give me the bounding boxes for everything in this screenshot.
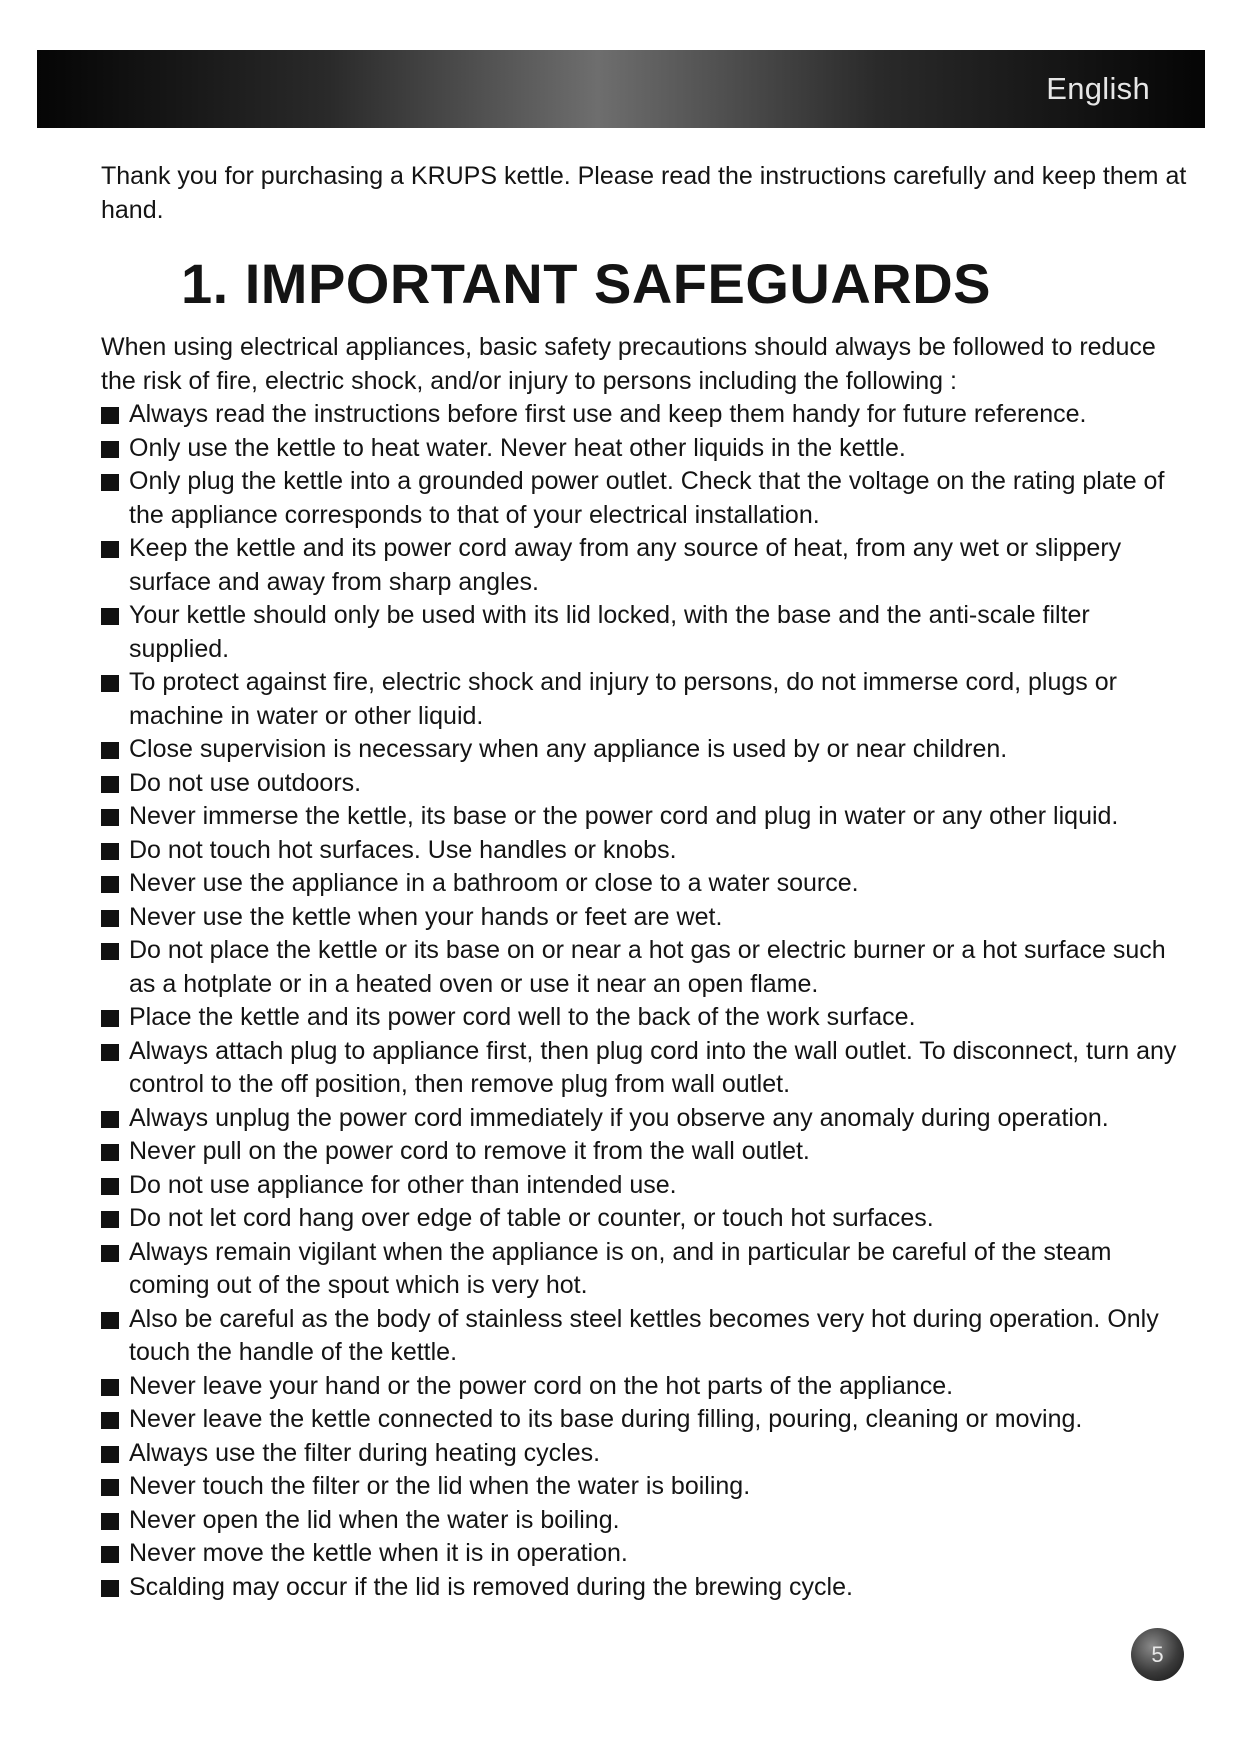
safeguard-text: Do not touch hot surfaces. Use handles or knobs.: [129, 835, 677, 864]
safeguard-item: [101, 867, 1191, 901]
safeguard-text: Do not use outdoors.: [129, 768, 362, 797]
safeguard-text: Never immerse the kettle, its base or the power cord and plug in water or any other liquid.: [129, 802, 1119, 830]
square-bullet-icon: [101, 776, 119, 793]
square-bullet-icon: [101, 1312, 119, 1329]
section-lead: When using electrical appliances, basic safety precautions should always be followed to reduce the risk of fire, electric shock, and/or injury to persons including the following :: [101, 333, 1156, 395]
safeguard-item: [101, 1135, 1191, 1169]
safeguard-text: Do not place the kettle or its base on or near a hot gas or electric burner or a hot surface such as a hotplate or in a heated oven or use it near an open flame.: [129, 936, 1166, 998]
safeguard-item: [101, 1504, 1191, 1538]
safeguard-text: Scalding may occur if the lid is removed during the brewing cycle.: [129, 1572, 853, 1601]
safeguard-text: Also be careful as the body of stainless steel kettles becomes very hot during operation. Only touch the handle of the kettle.: [129, 1304, 1159, 1366]
safeguard-item: [101, 666, 1191, 733]
safeguard-text: Do not let cord hang over edge of table or counter, or touch hot surfaces.: [129, 1204, 934, 1232]
square-bullet-icon: [101, 876, 119, 893]
intro-text: Thank you for purchasing a KRUPS kettle. Please read the instructions carefully and keep them at hand.: [101, 162, 1187, 224]
safeguard-item: [101, 532, 1191, 599]
square-bullet-icon: [101, 943, 119, 960]
square-bullet-icon: [101, 1211, 119, 1228]
safeguard-item: [101, 934, 1191, 1001]
safeguard-item: [101, 1537, 1191, 1571]
safeguard-item: [101, 1102, 1191, 1136]
square-bullet-icon: [101, 1178, 119, 1195]
square-bullet-icon: [101, 1144, 119, 1161]
square-bullet-icon: [101, 910, 119, 927]
safeguard-text: Never use the appliance in a bathroom or close to a water source.: [129, 869, 859, 897]
safeguard-text: Always use the filter during heating cycles.: [129, 1438, 601, 1467]
square-bullet-icon: [101, 407, 119, 424]
safeguard-item: [101, 1169, 1191, 1203]
safeguard-text: Never open the lid when the water is boiling.: [129, 1505, 620, 1534]
safeguard-text: Always unplug the power cord immediately if you observe any anomaly during operation.: [129, 1103, 1109, 1132]
safeguard-text: Never pull on the power cord to remove it from the wall outlet.: [129, 1137, 810, 1165]
square-bullet-icon: [101, 474, 119, 491]
safeguard-item: [101, 800, 1191, 834]
safeguard-item: [101, 1001, 1191, 1035]
square-bullet-icon: [101, 441, 119, 458]
square-bullet-icon: [101, 1513, 119, 1530]
safeguard-item: [101, 1470, 1191, 1504]
safeguard-item: [101, 901, 1191, 935]
square-bullet-icon: [101, 843, 119, 860]
square-bullet-icon: [101, 1479, 119, 1496]
square-bullet-icon: [101, 1379, 119, 1396]
section-title: 1. IMPORTANT SAFEGUARDS: [180, 252, 992, 315]
safeguard-text: To protect against fire, electric shock and injury to persons, do not immerse cord, plugs or machine in water or other liquid.: [129, 668, 1117, 730]
square-bullet-icon: [101, 541, 119, 558]
safeguard-text: Close supervision is necessary when any appliance is used by or near children.: [129, 735, 1008, 763]
safeguard-text: Keep the kettle and its power cord away from any source of heat, from any wet or slippery surface and away from sharp angles.: [129, 534, 1122, 596]
safeguard-text: Never use the kettle when your hands or feet are wet.: [129, 902, 723, 931]
safeguard-text: Do not use appliance for other than intended use.: [129, 1170, 677, 1199]
safeguard-item: [101, 465, 1191, 532]
safeguard-item: [101, 1571, 1191, 1605]
safeguard-text: Never leave the kettle connected to its base during filling, pouring, cleaning or moving.: [129, 1405, 1083, 1433]
page-content: [101, 160, 1191, 1604]
safeguard-item: [101, 1035, 1191, 1102]
safeguard-text: Never leave your hand or the power cord on the hot parts of the appliance.: [129, 1371, 954, 1400]
safeguard-text: Only use the kettle to heat water. Never heat other liquids in the kettle.: [129, 433, 906, 462]
safeguard-item: [101, 599, 1191, 666]
square-bullet-icon: [101, 1546, 119, 1563]
safeguard-list: [101, 398, 1191, 1604]
safeguard-text: Always attach plug to appliance first, then plug cord into the wall outlet. To disconnect, turn any control to the off position, then remove plug from wall outlet.: [129, 1036, 1177, 1098]
square-bullet-icon: [101, 1446, 119, 1463]
square-bullet-icon: [101, 1245, 119, 1262]
square-bullet-icon: [101, 1111, 119, 1128]
safeguard-item: [101, 1202, 1191, 1236]
safeguard-item: [101, 398, 1191, 432]
square-bullet-icon: [101, 1010, 119, 1027]
square-bullet-icon: [101, 742, 119, 759]
safeguard-text: Only plug the kettle into a grounded power outlet. Check that the voltage on the rating plate of the appliance corresponds to that of your electrical installation.: [129, 467, 1165, 529]
safeguard-text: Always read the instructions before first use and keep them handy for future reference.: [129, 400, 1087, 428]
square-bullet-icon: [101, 1412, 119, 1429]
safeguard-item: [101, 1437, 1191, 1471]
safeguard-item: [101, 733, 1191, 767]
page-number: 5: [1131, 1628, 1184, 1681]
safeguard-text: Your kettle should only be used with its lid locked, with the base and the anti-scale filter supplied.: [129, 601, 1090, 663]
safeguard-text: Place the kettle and its power cord well to the back of the work surface.: [129, 1003, 916, 1031]
safeguard-text: Never touch the filter or the lid when the water is boiling.: [129, 1472, 751, 1500]
square-bullet-icon: [101, 675, 119, 692]
safeguard-item: [101, 767, 1191, 801]
safeguard-item: [101, 432, 1191, 466]
square-bullet-icon: [101, 1044, 119, 1061]
language-label: English: [1046, 71, 1150, 106]
safeguard-item: [101, 834, 1191, 868]
safeguard-text: Never move the kettle when it is in operation.: [129, 1539, 628, 1567]
safeguard-item: [101, 1403, 1191, 1437]
square-bullet-icon: [101, 1580, 119, 1597]
square-bullet-icon: [101, 608, 119, 625]
safeguard-text: Always remain vigilant when the appliance is on, and in particular be careful of the steam coming out of the spout which is very hot.: [129, 1237, 1112, 1299]
safeguard-item: [101, 1236, 1191, 1303]
header-bar: [37, 50, 1205, 128]
safeguard-item: [101, 1303, 1191, 1370]
square-bullet-icon: [101, 809, 119, 826]
safeguard-item: [101, 1370, 1191, 1404]
